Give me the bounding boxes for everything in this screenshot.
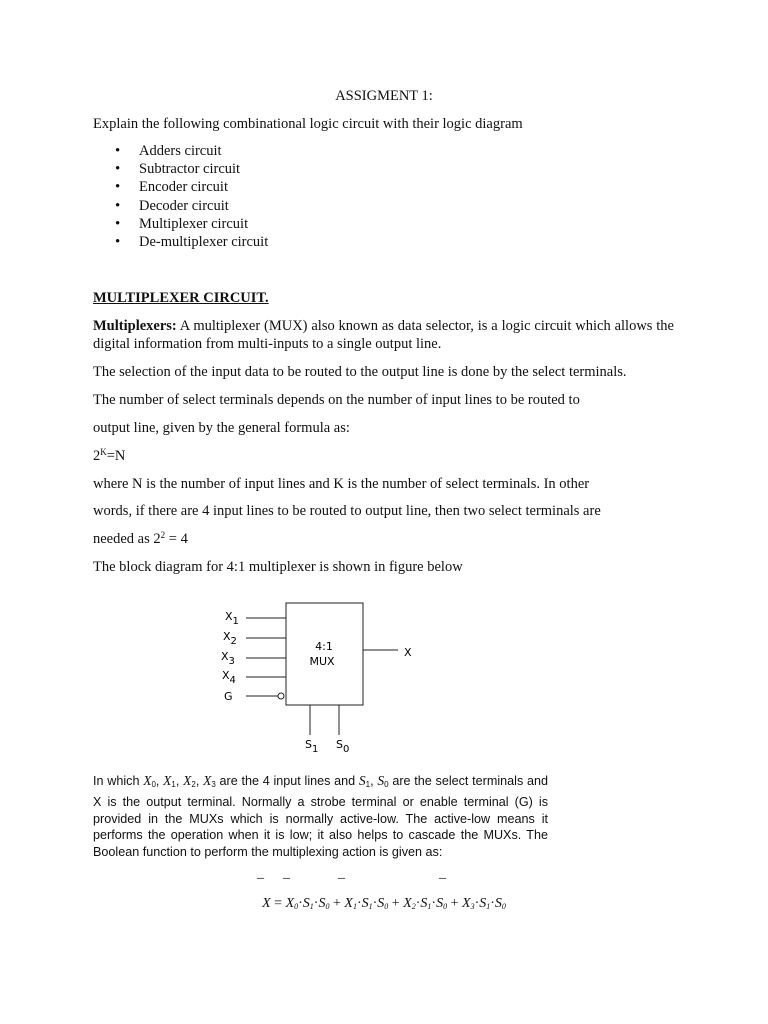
needed-paragraph: needed as $2^2 = 4$ — [93, 530, 188, 547]
overbar: _ — [257, 866, 264, 881]
output-label: X — [404, 646, 412, 659]
selection-paragraph: The selection of the input data to be routed to the output line is done by the select terminals. — [93, 364, 627, 380]
overbar: _ — [338, 866, 345, 881]
definition-paragraph — [93, 317, 674, 353]
instruction-text: Explain the following combinational logic circuit with their logic diagram — [93, 116, 523, 132]
mux-block-diagram — [215, 598, 425, 758]
topic-list — [115, 142, 268, 251]
number-paragraph-line-1: The number of select terminals depends on the number of input lines to be routed to — [93, 392, 580, 408]
input-label-1: X1 — [225, 610, 239, 627]
list-item: • Decoder circuit — [115, 197, 268, 215]
list-item: • Subtractor circuit — [115, 160, 268, 178]
list-item: • Multiplexer circuit — [115, 215, 268, 233]
page-title: ASSIGMENT 1: — [335, 88, 433, 104]
boolean-function: $X = X_0\cdot S_1\cdot S_0 + X_1\cdot S_1\cdot S_0 + X_2\cdot S_1\cdot S_0 + X_3\cdot S_1\cdot S_0$ — [262, 896, 506, 911]
list-item: • Encoder circuit — [115, 178, 268, 196]
explanation-paragraph: In which $X_0$, $X_1$, $X_2$, $X_3$ are the 4 input lines and $S_1$, $S_0$ are the select terminals and X is the output terminal. Normally a strobe terminal or enable terminal (G) is provided in the MUXs which is normally active-low. The active-low means it performs the operation when it is low; it also helps to cascade the MUXs. The Boolean function to perform the multiplexing action is given as: — [93, 773, 549, 860]
section-heading: MULTIPLEXER CIRCUIT. — [93, 290, 269, 306]
select-label-1: S1 — [305, 738, 319, 755]
mux-box — [286, 603, 363, 705]
box-label-ratio: 4:1 — [315, 640, 333, 653]
list-item: • Adders circuit — [115, 142, 268, 160]
input-label-3: X3 — [221, 650, 235, 667]
definition-term: Multiplexers: — [93, 318, 177, 334]
select-label-0: S0 — [336, 738, 350, 755]
input-label-4: X4 — [222, 669, 236, 686]
block-diagram-caption: The block diagram for 4:1 multiplexer is shown in figure below — [93, 559, 463, 575]
enable-bubble — [278, 693, 284, 699]
enable-label: G — [224, 690, 233, 703]
where-paragraph: where N is the number of input lines and K is the number of select terminals. In other — [93, 476, 590, 492]
box-label-mux: MUX — [309, 655, 335, 668]
words-paragraph: words, if there are 4 input lines to be routed to output line, then two select terminals are — [93, 503, 601, 519]
overbar: _ — [283, 866, 290, 881]
list-item: • De-multiplexer circuit — [115, 233, 268, 251]
definition-text: A multiplexer (MUX) also known as data selector, is a logic circuit which allows the digital information from multi-inputs to a single output line. — [93, 318, 674, 352]
number-paragraph-line-2: output line, given by the general formula as: — [93, 420, 350, 436]
overbar: _ — [439, 866, 446, 881]
general-formula: $2^K=N$ — [93, 447, 126, 464]
input-label-2: X2 — [223, 630, 237, 647]
